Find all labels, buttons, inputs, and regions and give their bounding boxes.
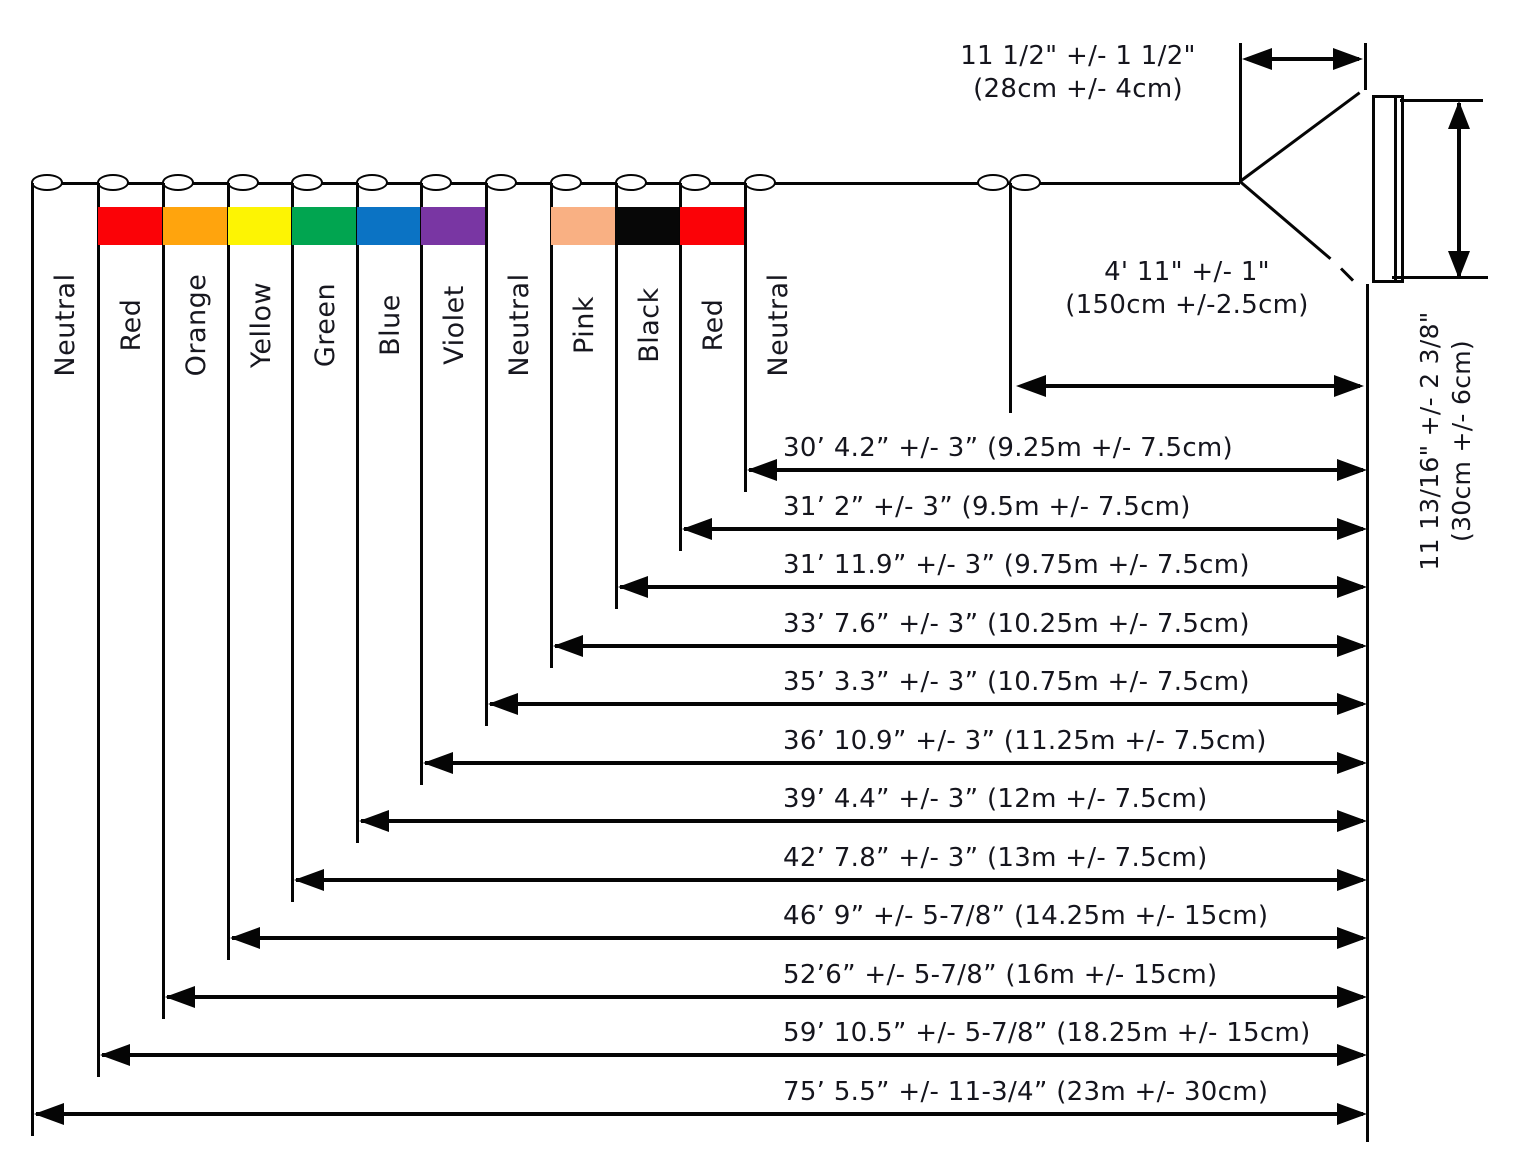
wire-color-band [228, 207, 292, 245]
wire-label: Red [697, 298, 729, 352]
dimension-label: 46’ 9” +/- 5-7/8” (14.25m +/- 15cm) [783, 901, 1269, 931]
wire-line [227, 183, 230, 960]
wire-label: Green [309, 282, 341, 368]
wire-loop [550, 174, 582, 191]
dimension-label: 75’ 5.5” +/- 11-3/4” (23m +/- 30cm) [783, 1077, 1269, 1107]
breakout-dimension-imperial: 4' 11" +/- 1" [1104, 257, 1270, 287]
arrowhead-left-icon [682, 518, 712, 540]
wire-label: Yellow [245, 281, 277, 369]
arrowhead-right-icon [1337, 1103, 1367, 1125]
wire-color-band [680, 207, 745, 245]
wire-loop [227, 174, 259, 191]
arrowhead-right-icon [1337, 693, 1367, 715]
wire-color-band [357, 207, 421, 245]
wire-line [550, 183, 553, 668]
arrowhead-left-icon [359, 810, 389, 832]
connector-height-label [1414, 296, 1480, 586]
wire-line [356, 183, 359, 843]
wire-loop [97, 174, 129, 191]
lead-dimension-metric: (28cm +/- 4cm) [973, 74, 1183, 104]
arrowhead-left-icon [230, 927, 260, 949]
dimension-label: 52’6” +/- 5-7/8” (16m +/- 15cm) [783, 960, 1218, 990]
wire-color-band [421, 207, 486, 245]
wire-line [31, 183, 34, 1136]
connector-height-imperial: 11 13/16" +/- 2 3/8" [1415, 311, 1444, 571]
dimension-label: 39’ 4.4” +/- 3” (12m +/- 7.5cm) [783, 784, 1208, 814]
dimension-arrow-line [425, 761, 1363, 765]
arrowhead-right-icon [1337, 927, 1367, 949]
dimension-label: 36’ 10.9” +/- 3” (11.25m +/- 7.5cm) [783, 726, 1267, 756]
wire-line [162, 183, 165, 1019]
dimension-arrow-line [684, 527, 1363, 531]
wire-color-band [98, 207, 163, 245]
connector-tick-top [1400, 99, 1483, 102]
wire-loop [162, 174, 194, 191]
fanout-lower-line [1239, 180, 1331, 260]
arrowhead-right-icon [1337, 752, 1367, 774]
wire-loop [31, 174, 63, 191]
arrowhead-right-icon [1337, 810, 1367, 832]
arrowhead-left-icon [1016, 375, 1046, 397]
dimension-arrow-line [749, 468, 1363, 472]
dimension-arrow-line [490, 702, 1363, 706]
arrowhead-right-icon [1334, 375, 1364, 397]
dimension-label: 35’ 3.3” +/- 3” (10.75m +/- 7.5cm) [783, 667, 1250, 697]
arrowhead-right-icon [1337, 1044, 1367, 1066]
wire-loop [977, 174, 1009, 191]
connector-tick-bottom [1392, 276, 1488, 279]
arrowhead-down-icon [1448, 251, 1470, 279]
lead-dimension-label [878, 40, 1278, 106]
wire-line [615, 183, 618, 609]
wire-loop [485, 174, 517, 191]
wire-loop [420, 174, 452, 191]
wire-label: Red [115, 298, 147, 352]
wire-label: Violet [438, 285, 470, 365]
arrowhead-right-icon [1337, 635, 1367, 657]
dimension-label: 31’ 11.9” +/- 3” (9.75m +/- 7.5cm) [783, 550, 1250, 580]
connector-body [1372, 95, 1404, 283]
arrowhead-right-icon [1337, 576, 1367, 598]
wire-label: Blue [374, 294, 406, 356]
breakout-dimension-label [987, 256, 1387, 322]
arrowhead-right-icon [1337, 518, 1367, 540]
arrowhead-left-icon [747, 459, 777, 481]
wire-color-band [292, 207, 357, 245]
arrowhead-left-icon [165, 986, 195, 1008]
wire-label: Neutral [762, 273, 794, 377]
wire-line [291, 183, 294, 902]
arrowhead-left-icon [294, 869, 324, 891]
wire-color-band [163, 207, 228, 245]
arrowhead-left-icon [34, 1103, 64, 1125]
arrowhead-right-icon [1337, 986, 1367, 1008]
dimension-label: 59’ 10.5” +/- 5-7/8” (18.25m +/- 15cm) [783, 1018, 1311, 1048]
dimension-arrow-line [296, 878, 1363, 882]
wire-loop [679, 174, 711, 191]
dimension-arrow-line [555, 644, 1363, 648]
wire-loop [744, 174, 776, 191]
connector-inner-line [1394, 98, 1397, 280]
wire-loop [291, 174, 323, 191]
wire-line [97, 183, 100, 1077]
dimension-arrow-line [167, 995, 1363, 999]
dimension-arrow-line [620, 585, 1363, 589]
wire-label: Black [633, 287, 665, 363]
wire-loop [356, 174, 388, 191]
arrowhead-right-icon [1337, 459, 1367, 481]
wire-label: Orange [180, 273, 212, 377]
arrowhead-right-icon [1337, 869, 1367, 891]
lead-dimension-imperial: 11 1/2" +/- 1 1/2" [960, 41, 1196, 71]
wire-label: Neutral [49, 273, 81, 377]
wire-line [744, 183, 747, 492]
dimension-arrow-line [102, 1053, 1363, 1057]
dimension-arrow-line [232, 936, 1363, 940]
wire-loop [615, 174, 647, 191]
wire-color-band [551, 207, 616, 245]
dimension-label: 42’ 7.8” +/- 3” (13m +/- 7.5cm) [783, 843, 1208, 873]
connector-height-metric: (30cm +/- 6cm) [1447, 340, 1476, 542]
arrowhead-left-icon [423, 752, 453, 774]
wire-label: Pink [568, 296, 600, 354]
lead-tick-right [1364, 43, 1367, 90]
dimension-label: 33’ 7.6” +/- 3” (10.25m +/- 7.5cm) [783, 609, 1250, 639]
right-reference-line [1366, 284, 1369, 1142]
breakout-dimension-line [1022, 384, 1360, 388]
dimension-arrow-line [361, 819, 1363, 823]
wire-color-band [616, 207, 680, 245]
dimension-arrow-line [36, 1112, 1363, 1116]
wire-line [420, 183, 423, 785]
arrowhead-left-icon [553, 635, 583, 657]
wire-label: Neutral [503, 273, 535, 377]
wire-loop [1009, 174, 1041, 191]
arrowhead-left-icon [618, 576, 648, 598]
arrowhead-up-icon [1448, 101, 1470, 129]
wire-line [485, 183, 488, 726]
arrowhead-left-icon [100, 1044, 130, 1066]
arrowhead-right-icon [1333, 48, 1363, 70]
breakout-dimension-metric: (150cm +/-2.5cm) [1065, 290, 1309, 320]
arrowhead-left-icon [488, 693, 518, 715]
dimension-label: 30’ 4.2” +/- 3” (9.25m +/- 7.5cm) [783, 433, 1233, 463]
dimension-label: 31’ 2” +/- 3” (9.5m +/- 7.5cm) [783, 492, 1191, 522]
